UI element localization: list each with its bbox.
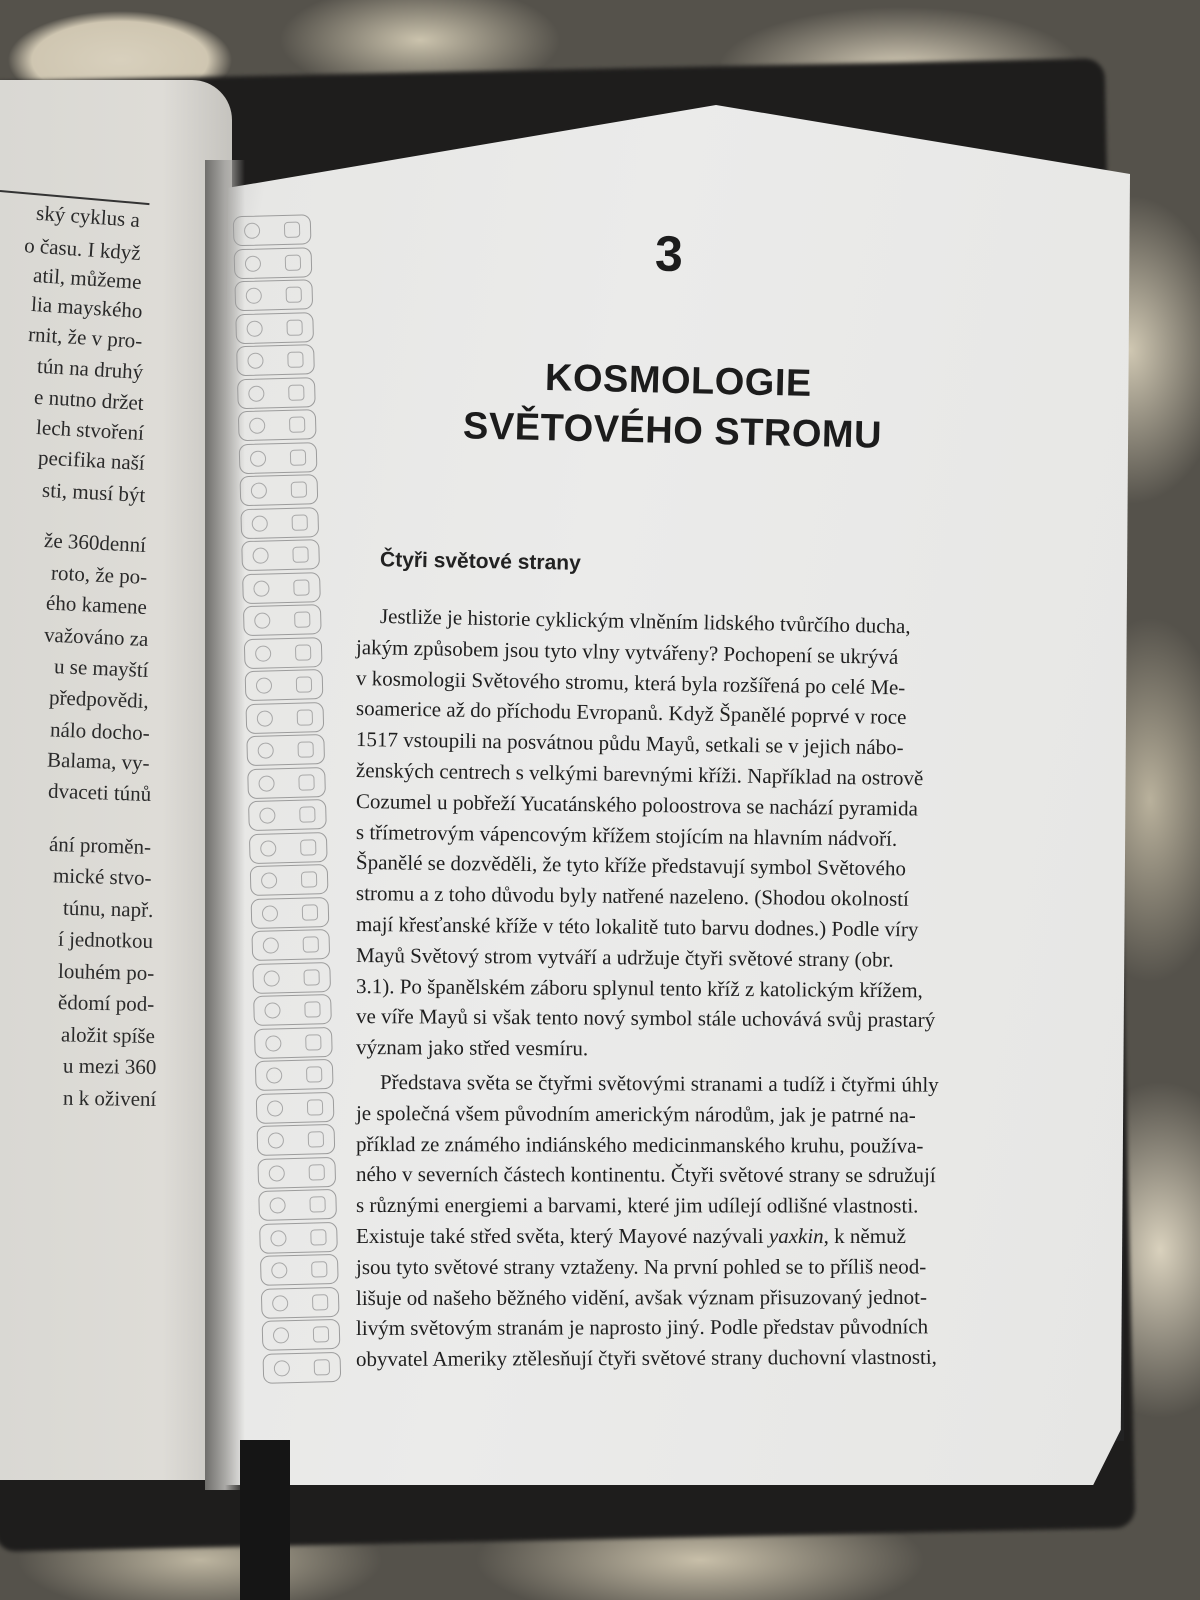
body-text-line: Cozumel u pobřeží Yucatánského poloostrova se nachází pyramida (355, 788, 919, 821)
left-page-line: předpovědi, (48, 685, 150, 713)
left-page-line: Balama, vy- (47, 747, 151, 775)
body-text-line: livým světovým stranám je naprosto jiný. Podle představ původních (355, 1314, 929, 1341)
left-page-line: nálo docho- (49, 717, 151, 745)
left-page-line: tún na druhý (36, 353, 144, 384)
chapter-title-line-1: KOSMOLOGIE (544, 356, 813, 406)
body-text-line: jsou tyto světové strany vztaženy. Na první pohled se to příliš neod- (355, 1254, 927, 1279)
left-page-line: sti, musí být (41, 477, 146, 507)
body-text-line: Představa světa se čtyřmi světovými stranami a tudíž i čtyřmi úhly (379, 1070, 939, 1097)
left-page-line: n k oživení (62, 1085, 157, 1111)
body-text-line: příklad ze známého indiánského medicinmanského kruhu, používa- (355, 1131, 924, 1158)
left-page-line: aložit spíše (60, 1022, 156, 1048)
left-page-line: í jednotkou (57, 926, 154, 953)
body-text-line: jakým způsobem jsou tyto vlny vytvářeny? Pochopení se ukrývá (355, 634, 899, 669)
body-text-line: 3.1). Po španělském záboru splynul tento kříž z katolickým křížem, (355, 973, 923, 1002)
left-page-line: e nutno držet (33, 384, 145, 415)
left-page-line: dvaceti túnů (47, 778, 152, 806)
body-text-line: mají křesťanské kříže v této lokalitě tuto barvu dodnes.) Podle víry (355, 912, 919, 942)
body-text-line: 1517 vstoupili na posvátnou půdu Mayů, setkali se v jejich nábo- (355, 727, 904, 760)
left-page-line: túnu, např. (62, 895, 154, 922)
body-text-line: stromu a z toho důvodu byly natřené nazeleno. (Shodou okolností (355, 881, 910, 912)
body-text-line: lišuje od našeho běžného vidění, avšak význam přisuzovaný jednot- (355, 1284, 927, 1310)
chapter-number: 3 (654, 225, 684, 282)
left-page-line: že 360denní (43, 528, 147, 557)
left-page-line: u se mayští (53, 654, 149, 682)
left-page-line: lia mayského (30, 291, 143, 323)
left-page-line: mické stvo- (53, 863, 153, 890)
body-text-line: obyvatel Ameriky ztělesňují čtyři světové strany duchovní vlastnosti, (355, 1344, 937, 1372)
body-text-line: soamerice až do příchodu Evropanů. Když Španělé poprvé v roce (355, 696, 907, 730)
body-text-line: význam jako střed vesmíru. (355, 1035, 589, 1061)
left-page-line: atil, můžeme (32, 262, 142, 294)
body-text-line: s různými energiemi a barvami, které jim udílejí odlišné vlastnosti. (355, 1193, 919, 1218)
left-page-line: ého kamene (45, 590, 148, 619)
left-page-line: o času. I když (23, 233, 142, 265)
body-text-line: Existuje také střed světa, který Mayové nazývali yaxkin, k němuž (356, 1224, 906, 1248)
left-page-line: ání proměn- (48, 831, 152, 859)
body-text-line: Španělé se dozvěděli, že tyto kříže představují symbol Světového (355, 850, 907, 881)
left-page-line: louhém po- (57, 958, 155, 985)
bookmark-ribbon (240, 1440, 290, 1600)
left-page-line: u mezi 360 (62, 1053, 157, 1079)
body-text-line: v kosmologii Světového stromu, která byla rozšířená po celé Me- (355, 665, 906, 700)
body-text-line: ve víře Mayů si však tento nový symbol stále uchovává svůj prastarý (355, 1004, 936, 1033)
left-page-line: ský cyklus a (35, 200, 141, 232)
left-page-line: ědomí pod- (57, 990, 155, 1016)
body-text-line: ženských centrech s velkými barevnými kříži. Například na ostrově (355, 758, 924, 791)
left-page-line: rnit, že v pro- (27, 322, 143, 353)
body-text-line: s třímetrovým vápencovým křížem stojícím na hlavním nádvoří. (355, 819, 898, 851)
body-text-line: ného v severních částech kontinentu. Čtyři světové strany se sdružují (355, 1162, 936, 1188)
left-page-line: važováno za (43, 622, 149, 651)
section-heading: Čtyři světové strany (379, 548, 581, 575)
body-text-line: Jestliže je historie cyklickým vlněním lidského tvůrčího ducha, (379, 604, 911, 639)
left-page-line: roto, že po- (50, 560, 148, 589)
chapter-title-line-2: SVĚTOVÉHO STROMU (462, 405, 883, 457)
left-page-line: pecifika naší (37, 445, 146, 475)
italic-term: yaxkin (768, 1224, 824, 1248)
left-page-line: lech stvoření (35, 415, 145, 445)
body-text-line: je společná všem původním americkým národům, jak je patrné na- (355, 1100, 916, 1127)
body-text-line: Mayů Světový strom vytváří a udržuje čtyři světové strany (obr. (355, 942, 894, 972)
